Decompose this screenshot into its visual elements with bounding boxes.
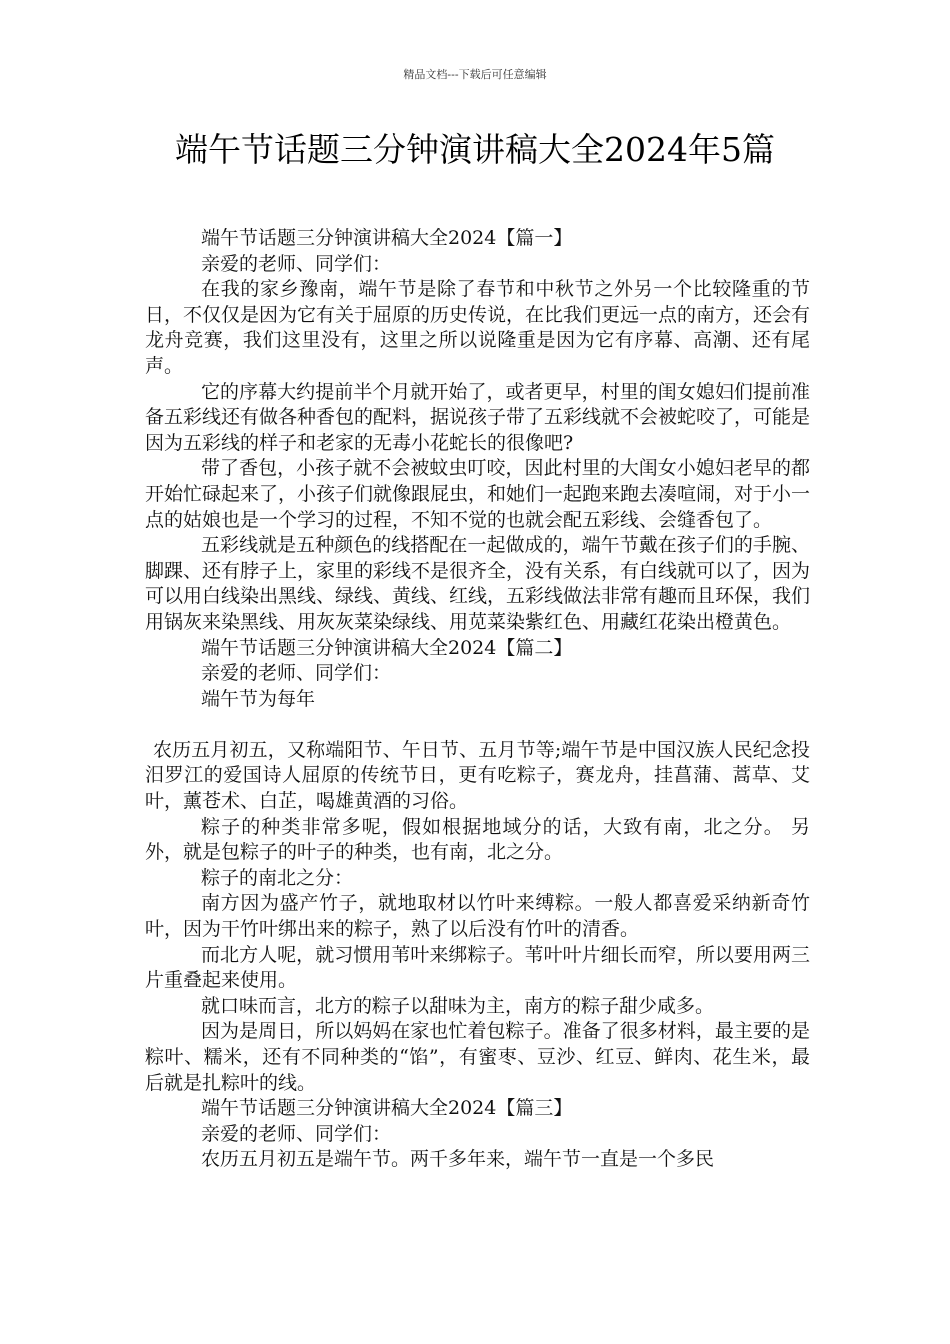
section-heading-2: 端午节话题三分钟演讲稿大全2024【篇二】 [201,636,573,659]
section-heading-3: 端午节话题三分钟演讲稿大全2024【篇三】 [201,1097,573,1120]
body-paragraph: 就口味而言，北方的粽子以甜味为主，南方的粽子甜少咸多。 [201,994,715,1017]
document-title: 端午节话题三分钟演讲稿大全2024年5篇 [175,130,775,169]
body-paragraph: 在我的家乡豫南，端午节是除了春节和中秋节之外另一个比较隆重的节日，不仅仅是因为它有关于屈原的历史传说，在比我们更远一点的南方，还会有龙舟竞赛，我们这里没有，这里之所以说隆重是因为它有序幕、高潮、还有尾声。 [145,278,811,377]
salutation: 亲爱的老师、同学们： [201,1122,392,1145]
body-paragraph: 粽子的南北之分： [201,866,354,889]
salutation: 亲爱的老师、同学们： [201,252,392,275]
body-paragraph: 粽子的种类非常多呢，假如根据地域分的话，大致有南，北之分。 另外，就是包粽子的叶子的种类，也有南，北之分。 [145,815,810,864]
salutation: 亲爱的老师、同学们： [201,662,392,685]
body-paragraph: 五彩线就是五种颜色的线搭配在一起做成的，端午节戴在孩子们的手腕、脚踝、还有脖子上，家里的彩线不是很齐全，没有关系，有白线就可以了，因为可以用白线染出黑线、绿线、黄线、红线，五彩线做法非常有趣而且环保，我们用锅灰来染黑线、用灰灰菜染绿线、用苋菜染紫红色、用藏红花染出橙黄色。 [145,534,811,633]
document-body [145,226,810,1173]
body-paragraph: 端午节为每年 [201,687,316,710]
body-paragraph: 南方因为盛产竹子，就地取材以竹叶来缚粽。一般人都喜爱采纳新奇竹叶，因为干竹叶绑出来的粽子，熟了以后没有竹叶的清香。 [145,892,810,941]
body-paragraph: 带了香包，小孩子就不会被蚊虫叮咬，因此村里的大闺女小媳妇老早的都开始忙碌起来了，小孩子们就像跟屁虫，和她们一起跑来跑去凑喧闹，对于小一点的姑娘也是一个学习的过程，不知不觉的也就会配五彩线、会缝香包了。 [145,457,811,531]
section-heading-1: 端午节话题三分钟演讲稿大全2024【篇一】 [201,227,573,249]
body-paragraph: 农历五月初五是端午节。两千多年来，端午节一直是一个多民 [201,1148,715,1171]
paragraph-gap [145,712,810,738]
body-paragraph: 它的序幕大约提前半个月就开始了，或者更早，村里的闺女媳妇们提前准备五彩线还有做各种香包的配料，据说孩子带了五彩线就不会被蛇咬了，可能是因为五彩线的样子和老家的无毒小花蛇长的很像吧? [145,380,811,454]
body-paragraph: 农历五月初五，又称端阳节、午日节、五月节等;端午节是中国汉族人民纪念投汨罗江的爱国诗人屈原的传统节日，更有吃粽子，赛龙舟，挂菖蒲、蒿草、艾叶，薰苍术、白芷，喝雄黄酒的习俗。 [145,738,810,813]
body-paragraph: 因为是周日，所以妈妈在家也忙着包粽子。准备了很多材料，最主要的是粽叶、糯米，还有不同种类的“馅”，有蜜枣、豆沙、红豆、鲜肉、花生米，最后就是扎粽叶的线。 [145,1020,810,1094]
page-header-note: 精品文档---下载后可任意编辑 [403,68,547,81]
body-paragraph: 而北方人呢，就习惯用苇叶来绑粽子。苇叶叶片细长而窄，所以要用两三片重叠起来使用。 [145,943,810,992]
